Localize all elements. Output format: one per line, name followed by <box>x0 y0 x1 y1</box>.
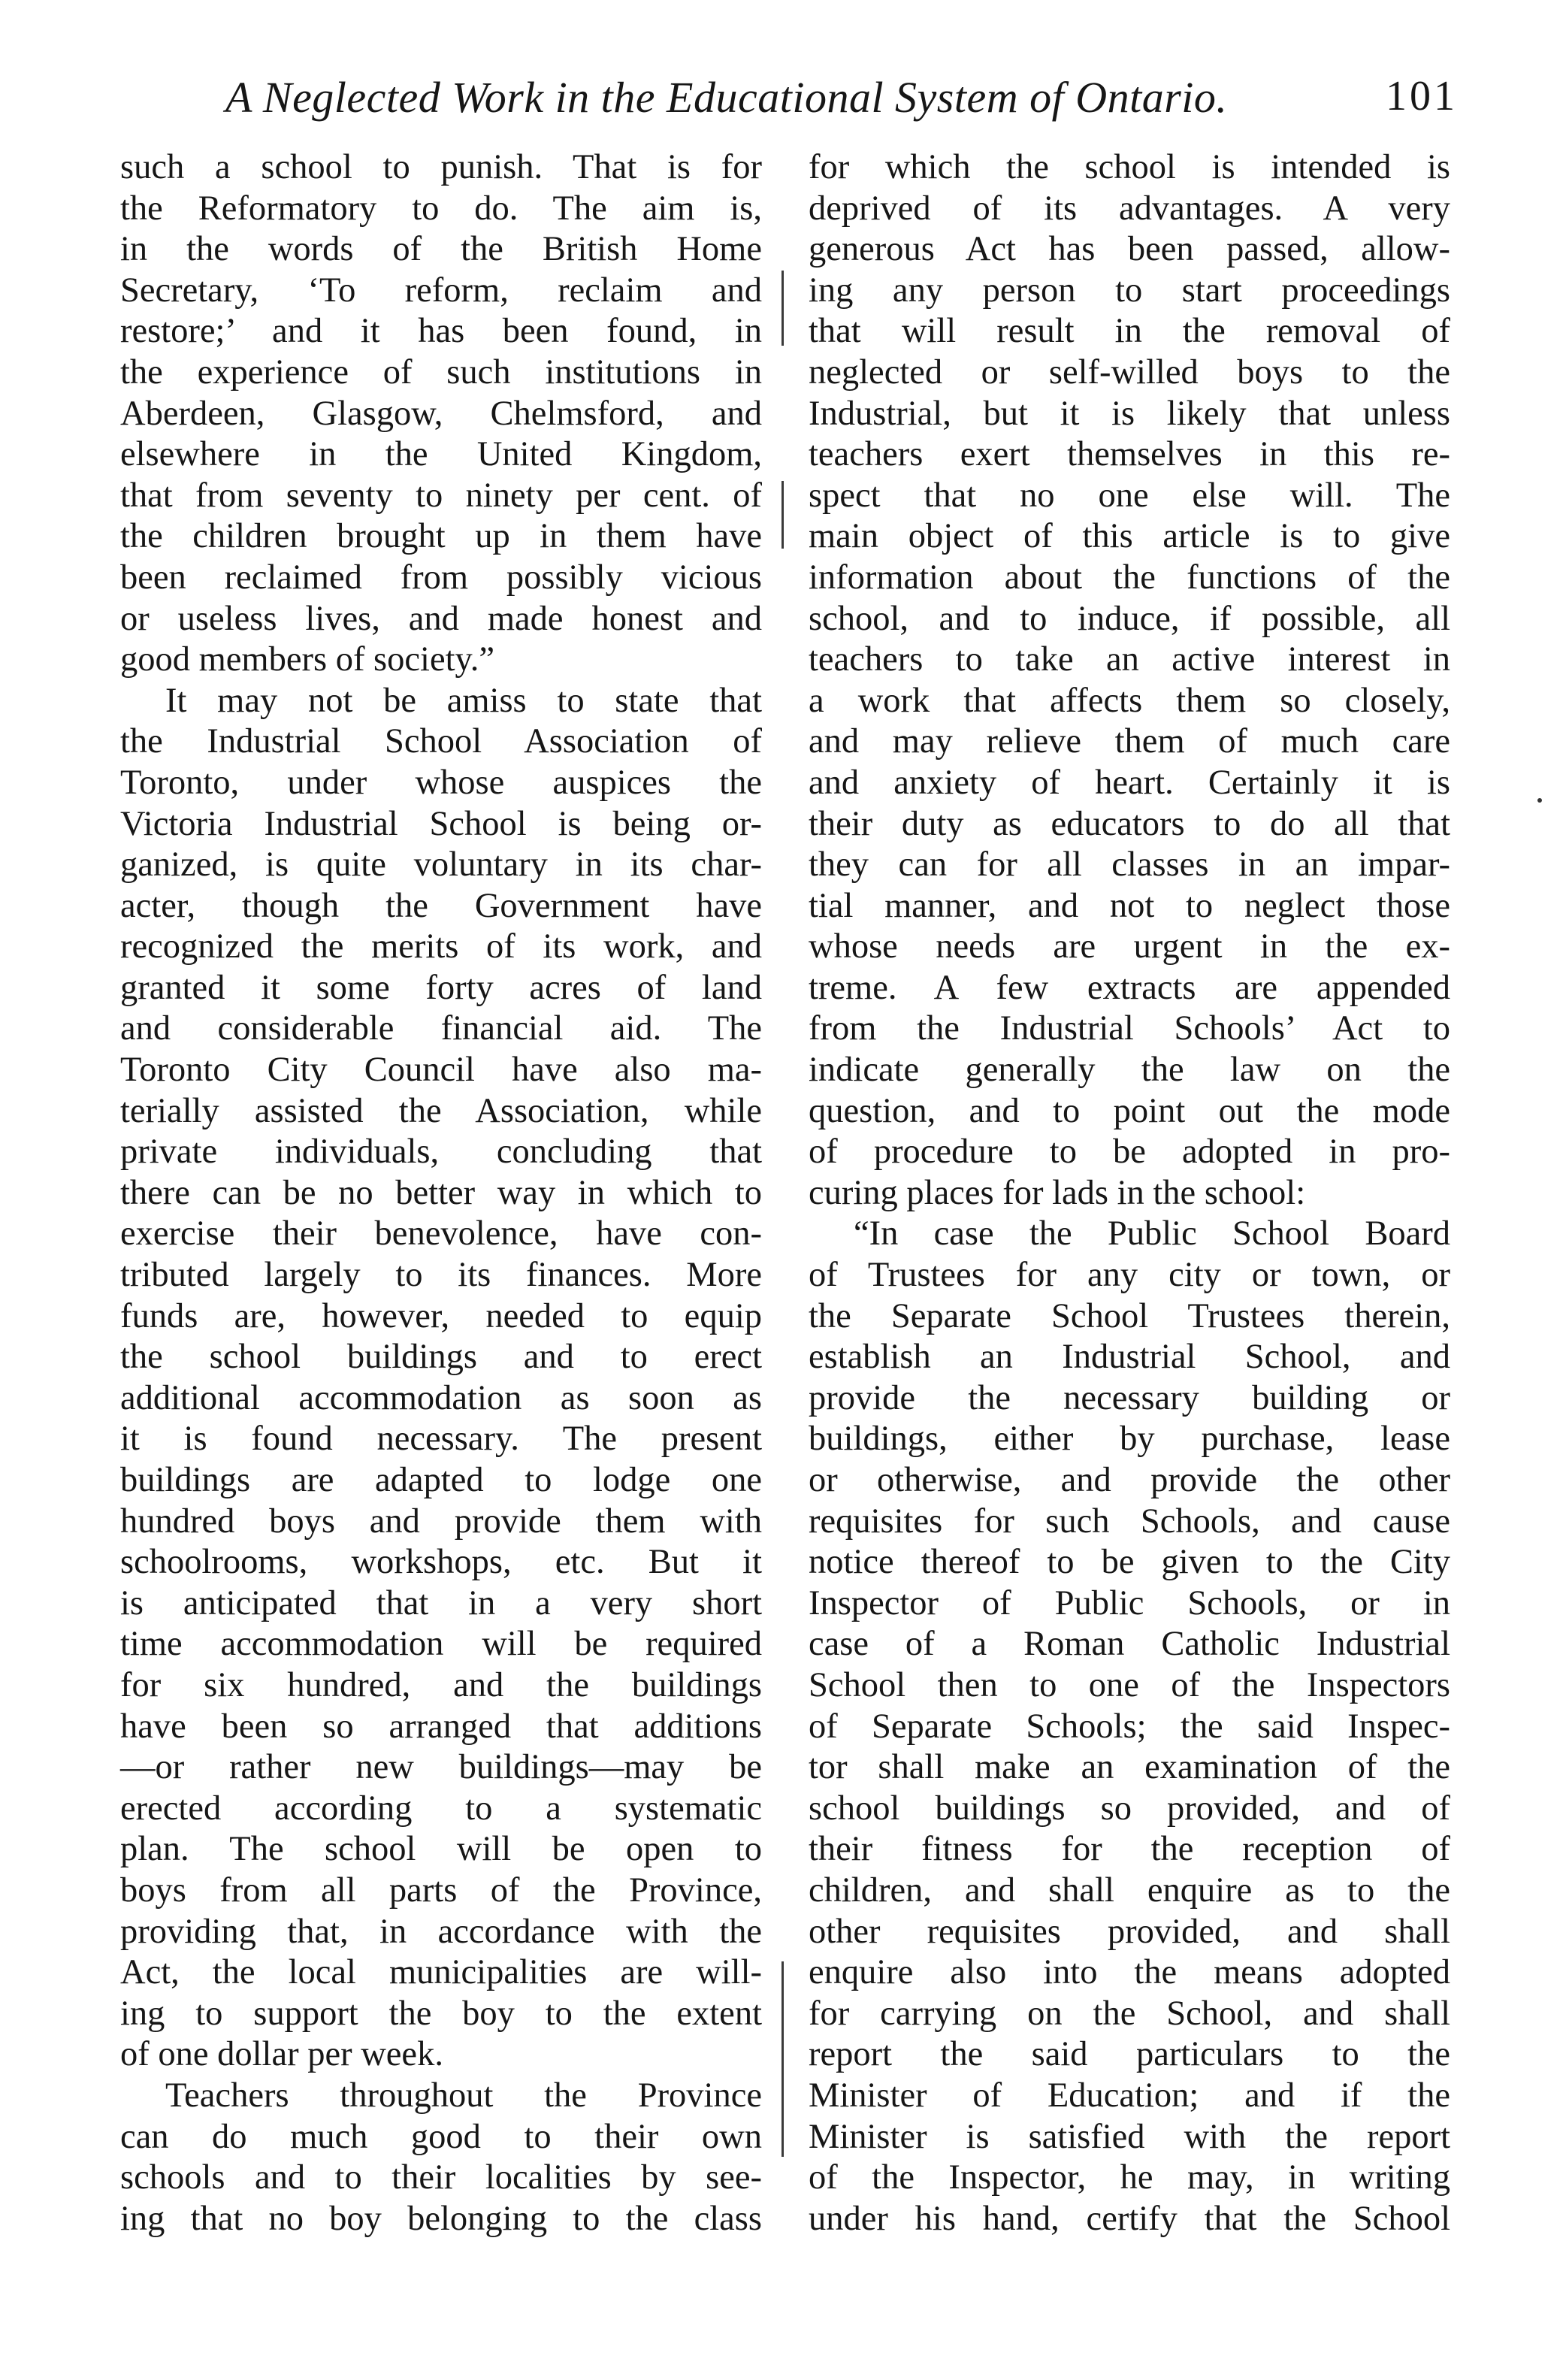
right-line: of the Inspector, he may, in writing <box>809 2158 1450 2197</box>
left-column <box>120 147 762 2239</box>
right-line: Inspector of Public Schools, or in <box>809 1583 1450 1622</box>
right-line: teachers to take an active interest in <box>809 640 1450 679</box>
left-line: such a school to punish. That is for <box>120 148 762 186</box>
left-line: hundred boys and provide them with <box>120 1501 762 1541</box>
right-line: notice thereof to be given to the City <box>809 1543 1450 1582</box>
right-line: generous Act has been passed, allow- <box>809 230 1450 269</box>
left-line: private individuals, concluding that <box>120 1133 762 1172</box>
left-line: granted it some forty acres of land <box>120 968 762 1007</box>
right-column <box>809 147 1450 2239</box>
right-line: and may relieve them of much care <box>809 722 1450 761</box>
left-line: terially assisted the Association, while <box>120 1091 762 1130</box>
scan-speck <box>1537 798 1542 803</box>
right-line: requisites for such Schools, and cause <box>809 1501 1450 1541</box>
right-line: Minister of Education; and if the <box>809 2076 1450 2115</box>
right-line: children, and shall enquire as to the <box>809 1870 1450 1910</box>
right-line: Minister is satisfied with the report <box>809 2117 1450 2156</box>
right-line: whose needs are urgent in the ex- <box>809 927 1450 966</box>
left-line: or useless lives, and made honest and <box>120 599 762 638</box>
left-line: Secretary, ‘To reform, reclaim and <box>120 271 762 310</box>
left-line: Act, the local municipalities are will- <box>120 1953 762 1992</box>
left-line: schools and to their localities by see- <box>120 2158 762 2197</box>
right-line: school buildings so provided, and of <box>809 1789 1450 1828</box>
left-line: good members of society.” <box>120 640 495 679</box>
right-line: information about the functions of the <box>809 558 1450 597</box>
left-line: buildings are adapted to lodge one <box>120 1461 762 1499</box>
left-line: time accommodation will be required <box>120 1625 762 1664</box>
page-number: 101 <box>1386 73 1458 119</box>
right-line: establish an Industrial School, and <box>809 1338 1450 1377</box>
right-line: and anxiety of heart. Certainly it is <box>809 763 1450 802</box>
left-line: the experience of such institutions in <box>120 352 762 392</box>
right-line: school, and to induce, if possible, all <box>809 599 1450 638</box>
right-line: for which the school is intended is <box>809 148 1450 186</box>
left-line: tributed largely to its finances. More <box>120 1256 762 1295</box>
left-line: acter, though the Government have <box>120 886 762 925</box>
right-line: spect that no one else will. The <box>809 476 1450 515</box>
right-line: that will result in the removal of <box>809 312 1450 351</box>
right-line: tial manner, and not to neglect those <box>809 886 1450 925</box>
right-line: main object of this article is to give <box>809 517 1450 556</box>
right-line: a work that affects them so closely, <box>809 681 1450 720</box>
right-line: under his hand, certify that the School <box>809 2199 1450 2238</box>
left-line: Teachers throughout the Province <box>165 2076 762 2115</box>
left-line: exercise their benevolence, have con- <box>120 1214 762 1254</box>
right-line: curing places for lads in the school: <box>809 1173 1306 1212</box>
right-line: they can for all classes in an impar- <box>809 845 1450 885</box>
right-line: tor shall make an examination of the <box>809 1748 1450 1787</box>
right-line: buildings, either by purchase, lease <box>809 1420 1450 1459</box>
right-line: enquire also into the means adopted <box>809 1953 1450 1992</box>
left-line: have been so arranged that additions <box>120 1707 762 1746</box>
right-line: ing any person to start proceedings <box>809 271 1450 310</box>
right-line: for carrying on the School, and shall <box>809 1994 1450 2033</box>
left-line: funds are, however, needed to equip <box>120 1296 762 1335</box>
left-line: the children brought up in them have <box>120 517 762 556</box>
left-line: is anticipated that in a very short <box>120 1583 762 1622</box>
right-line: provide the necessary building or <box>809 1378 1450 1417</box>
left-line: that from seventy to ninety per cent. of <box>120 476 762 515</box>
left-line: of one dollar per week. <box>120 2035 443 2074</box>
left-line: the school buildings and to erect <box>120 1338 762 1377</box>
left-line: Toronto City Council have also ma- <box>120 1051 762 1090</box>
left-line: providing that, in accordance with the <box>120 1912 762 1951</box>
column-rule-top <box>781 271 784 346</box>
right-line: from the Industrial Schools’ Act to <box>809 1009 1450 1048</box>
left-line: boys from all parts of the Province, <box>120 1870 762 1910</box>
left-line: ing that no boy belonging to the class <box>120 2199 762 2238</box>
right-line: indicate generally the law on the <box>809 1051 1450 1090</box>
left-line: ganized, is quite voluntary in its char- <box>120 845 762 885</box>
right-line: treme. A few extracts are appended <box>809 968 1450 1007</box>
left-line: additional accommodation as soon as <box>120 1378 762 1417</box>
right-line: deprived of its advantages. A very <box>809 189 1450 228</box>
left-line: plan. The school will be open to <box>120 1830 762 1869</box>
left-line: recognized the merits of its work, and <box>120 927 762 966</box>
column-rule-lower <box>781 1961 784 2157</box>
left-line: the Reformatory to do. The aim is, <box>120 189 762 228</box>
left-line: Aberdeen, Glasgow, Chelmsford, and <box>120 394 762 433</box>
left-line: elsewhere in the United Kingdom, <box>120 435 762 474</box>
left-line: it is found necessary. The present <box>120 1420 762 1459</box>
right-line: report the said particulars to the <box>809 2035 1450 2074</box>
right-line: other requisites provided, and shall <box>809 1912 1450 1951</box>
right-line: case of a Roman Catholic Industrial <box>809 1625 1450 1664</box>
right-line: of procedure to be adopted in pro- <box>809 1133 1450 1172</box>
right-line: their fitness for the reception of <box>809 1830 1450 1869</box>
left-line: It may not be amiss to state that <box>165 681 762 720</box>
left-line: ing to support the boy to the extent <box>120 1994 762 2033</box>
right-line: “In case the Public School Board <box>854 1214 1450 1254</box>
left-line: Toronto, under whose auspices the <box>120 763 762 802</box>
left-line: for six hundred, and the buildings <box>120 1665 762 1704</box>
right-line: teachers exert themselves in this re- <box>809 435 1450 474</box>
left-line: schoolrooms, workshops, etc. But it <box>120 1543 762 1582</box>
left-line: the Industrial School Association of <box>120 722 762 761</box>
left-line: been reclaimed from possibly vicious <box>120 558 762 597</box>
running-title: A Neglected Work in the Educational System of Ontario. <box>225 73 1228 122</box>
left-line: there can be no better way in which to <box>120 1173 762 1212</box>
right-line: School then to one of the Inspectors <box>809 1665 1450 1704</box>
right-line: Industrial, but it is likely that unless <box>809 394 1450 433</box>
right-line: their duty as educators to do all that <box>809 804 1450 843</box>
left-line: erected according to a systematic <box>120 1789 762 1828</box>
left-line: Victoria Industrial School is being or- <box>120 804 762 843</box>
right-line: question, and to point out the mode <box>809 1091 1450 1130</box>
left-line: can do much good to their own <box>120 2117 762 2156</box>
right-line: the Separate School Trustees therein, <box>809 1296 1450 1335</box>
left-line: in the words of the British Home <box>120 230 762 269</box>
running-head <box>225 72 1458 132</box>
column-rule-upper <box>781 481 784 549</box>
right-line: of Trustees for any city or town, or <box>809 1256 1450 1295</box>
left-line: restore;’ and it has been found, in <box>120 312 762 351</box>
right-line: or otherwise, and provide the other <box>809 1461 1450 1499</box>
right-line: neglected or self-willed boys to the <box>809 352 1450 392</box>
left-line: —or rather new buildings—may be <box>120 1748 762 1787</box>
right-line: of Separate Schools; the said Inspec- <box>809 1707 1450 1746</box>
left-line: and considerable financial aid. The <box>120 1009 762 1048</box>
